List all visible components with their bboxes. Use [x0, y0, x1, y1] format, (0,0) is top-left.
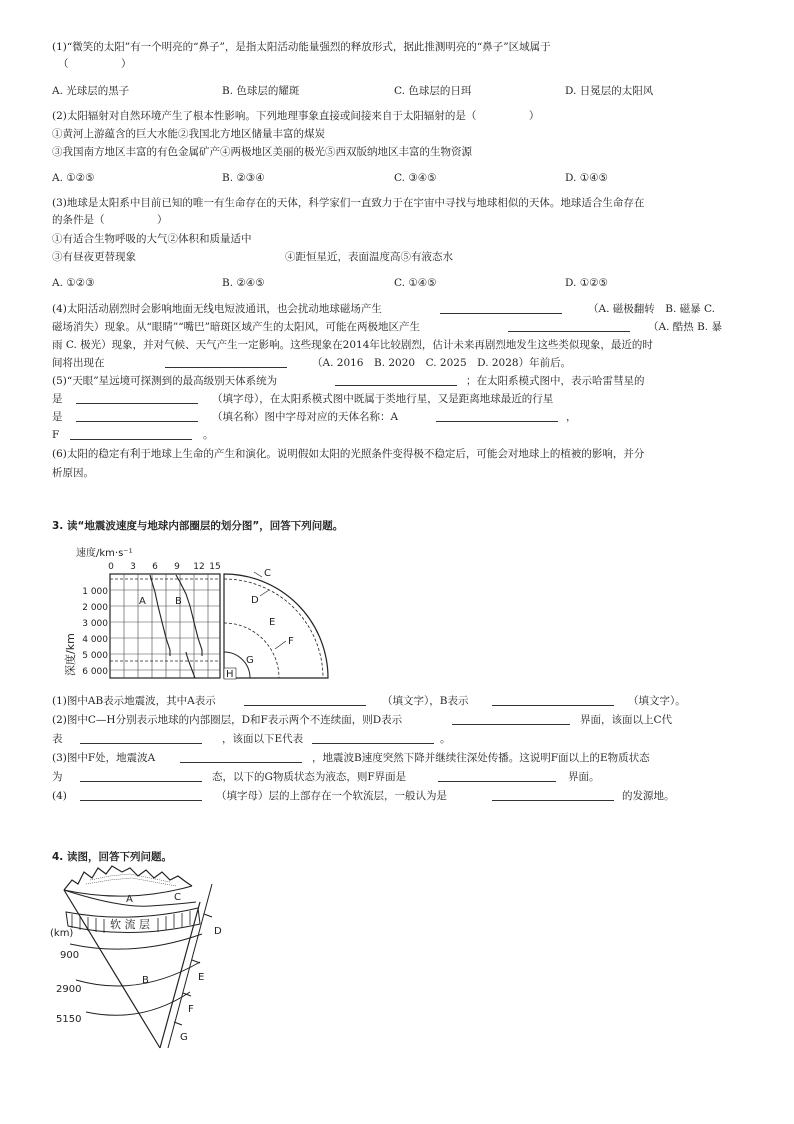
q2-1-stem-line1: (1)“微笑的太阳”有一个明亮的“鼻子”，是指太阳活动能量强烈的释放形式，据此推测明亮的“鼻子”区域属于: [52, 41, 551, 53]
q2-3-line2a: ③有昼夜更替现象: [52, 251, 136, 263]
depth-tick: 4 000: [82, 635, 108, 645]
q2-6-line2: 析原因。: [52, 467, 94, 479]
q2-3-stem-line2: 的条件是（ ）: [52, 214, 168, 226]
q2-1-option-d: D. 日冕层的太阳风: [565, 85, 654, 97]
q4-title: 4. 读图，回答下列问题。: [52, 851, 172, 863]
label-a: A: [126, 894, 133, 905]
q2-4-line4-b: （A. 2016 B. 2020 C. 2025 D. 2028）年前后。: [312, 357, 572, 369]
q2-5-line3-c: ，: [566, 411, 577, 423]
q2-4-line1-a: (4)太阳活动剧烈时会影响地面无线电短波通讯，也会扰动地球磁场产生: [52, 303, 382, 315]
answer-blank[interactable]: [76, 392, 198, 404]
depth-5150: 5150: [56, 1014, 82, 1025]
label-d: D: [214, 926, 222, 937]
q3-1-b: （填文字），B表示: [382, 695, 469, 707]
q2-6-line1: (6)太阳的稳定有利于地球上生命的产生和演化。说明假如太阳的光照条件变得极不稳定后，可能会对地球上的植被的影响，并分: [52, 448, 645, 460]
q2-3-stem-line1: (3)地球是太阳系中目前已知的唯一有生命存在的天体，科学家们一直致力于在宇宙中寻找与地球相似的天体。地球适合生命存在: [52, 197, 645, 209]
depth-tick: 6 000: [82, 667, 108, 677]
label-g: G: [246, 655, 254, 666]
speed-tick: 3: [130, 562, 136, 572]
answer-blank[interactable]: [80, 732, 202, 744]
depth-2900: 2900: [56, 984, 82, 995]
q3-2-a: (2)图中C—H分别表示地球的内部圈层，D和F表示两个不连续面，则D表示: [52, 714, 403, 726]
q3-3-d: 态，以下的G物质状态为液态，则F界面是: [212, 771, 407, 783]
q3-4-b: （填字母）层的上部存在一个软流层，一般认为是: [216, 790, 447, 802]
q3-3-c: 为: [52, 771, 63, 783]
q2-3-line2b: ④距恒星近，表面温度高⑤有液态水: [285, 251, 453, 263]
q3-4-a: (4): [52, 790, 67, 802]
q2-5-line2-b: （填字母），在太阳系模式图中既属于类地行星，又是距离地球最近的行星: [212, 393, 554, 405]
wave-curve: [186, 652, 195, 678]
label-c: C: [174, 892, 181, 903]
q3-1-a: (1)图中AB表示地震波，其中A表示: [52, 695, 216, 707]
answer-blank[interactable]: [492, 789, 614, 801]
label-f: F: [288, 636, 294, 647]
q3-1-c: （填文字）。: [628, 695, 686, 707]
speed-tick: 6: [152, 562, 158, 572]
q3-4-c: 的发源地。: [622, 790, 675, 802]
answer-blank[interactable]: [440, 302, 562, 314]
q2-4-line4-a: 间将出现在: [52, 357, 105, 369]
label-b: B: [142, 975, 149, 986]
answer-blank[interactable]: [492, 694, 614, 706]
q2-5-line1-b: ；在太阳系模式图中，表示哈雷彗星的: [466, 375, 645, 387]
q2-3-option-c: C. ①④⑤: [394, 277, 437, 289]
q3-title: 3. 读“地震波速度与地球内部圈层的划分图”，回答下列问题。: [52, 520, 344, 532]
depth-900: 900: [60, 950, 80, 961]
q2-1-option-c: C. 色球层的日珥: [394, 85, 472, 97]
wave-curve: [150, 575, 170, 656]
answer-blank[interactable]: [70, 428, 192, 440]
q2-2-option-a: A. ①②⑤: [52, 172, 95, 184]
depth-tick: 3 000: [82, 619, 108, 629]
depth-axis-label: 深度/km: [64, 633, 77, 676]
q2-3-line1: ①有适合生物呼吸的大气②体积和质量适中: [52, 233, 252, 245]
speed-tick: 15: [209, 562, 221, 572]
q3-2-c: 表: [52, 733, 63, 745]
q2-4-line1-b: （A. 磁极翻转 B. 磁暴 C.: [588, 303, 715, 315]
q3-2-e: 。: [440, 733, 451, 745]
answer-blank[interactable]: [244, 694, 366, 706]
q3-2-b: 界面，该面以上C代: [580, 714, 673, 726]
q2-1-option-b: B. 色球层的耀斑: [222, 85, 300, 97]
q2-3-option-d: D. ①②⑤: [565, 277, 608, 289]
q2-5-line4-b: 。: [203, 429, 214, 441]
q2-4-line2-b: （A. 酷热 B. 暴: [648, 321, 722, 333]
answer-blank[interactable]: [438, 770, 556, 782]
label-d: D: [251, 595, 259, 606]
answer-blank[interactable]: [312, 732, 434, 744]
label-f: F: [188, 1004, 194, 1015]
answer-blank[interactable]: [180, 751, 302, 763]
q2-5-line3-b: （填名称）图中字母对应的天体名称：A: [212, 411, 399, 423]
q2-5-line1-a: (5)“天眼”星远境可探测到的最高级别天体系统为: [52, 375, 278, 387]
speed-tick: 0: [108, 562, 114, 572]
label-b: B: [175, 596, 182, 607]
answer-blank[interactable]: [508, 320, 630, 332]
depth-tick: 2 000: [82, 603, 108, 613]
answer-blank[interactable]: [76, 410, 198, 422]
depth-tick: 1 000: [82, 587, 108, 597]
q2-5-line4-a: F: [52, 429, 60, 441]
q2-1-option-a: A. 光球层的黑子: [52, 85, 130, 97]
speed-tick: 12: [193, 562, 205, 572]
earth-interior-figure: [50, 862, 250, 1062]
speed-tick: 9: [174, 562, 180, 572]
depth-tick: 5 000: [82, 651, 108, 661]
seismic-wave-figure: [62, 544, 332, 686]
q2-3-option-a: A. ①②③: [52, 277, 95, 289]
q2-2-option-c: C. ③④⑤: [394, 172, 437, 184]
speed-axis-label: 速度/km·s⁻¹: [76, 548, 133, 559]
q2-5-line3-a: 是: [52, 411, 63, 423]
label-g: G: [180, 1032, 188, 1043]
q2-2-option-d: D. ①④⑤: [565, 172, 608, 184]
q2-2-option-b: B. ②③④: [222, 172, 265, 184]
earth-quadrant: [224, 574, 328, 678]
label-e: E: [269, 617, 276, 628]
answer-blank[interactable]: [80, 770, 202, 782]
q3-3-e: 界面。: [568, 771, 600, 783]
q2-1-stem-line2: （ ）: [58, 58, 132, 70]
label-a: A: [139, 596, 146, 607]
q2-5-line2-a: 是: [52, 393, 63, 405]
depth-unit: (km): [50, 928, 74, 939]
q2-2-line1: ①黄河上游蕴含的巨大水能②我国北方地区储量丰富的煤炭: [52, 128, 325, 140]
answer-blank[interactable]: [452, 713, 570, 725]
label-h: H: [226, 669, 234, 680]
answer-blank[interactable]: [436, 410, 558, 422]
answer-blank[interactable]: [165, 356, 287, 368]
q2-4-line2-a: 磁场消失）现象。从“眼睛”“嘴巴”暗斑区域产生的太阳风，可能在两极地区产生: [52, 321, 420, 333]
q2-2-line2: ③我国南方地区丰富的有色金属矿产④两极地区美丽的极光⑤西双版纳地区丰富的生物资源: [52, 146, 472, 158]
crust-surface: [64, 866, 192, 890]
answer-blank[interactable]: [80, 789, 202, 801]
q3-2-d: ，该面以下E代表: [222, 733, 304, 745]
q2-3-option-b: B. ②④⑤: [222, 277, 265, 289]
label-c: C: [264, 568, 271, 579]
q2-2-stem: (2)太阳辐射对自然环境产生了根本性影响。下列地理事象直接或间接来自于太阳辐射的是（ ）: [52, 110, 540, 122]
q3-3-b: ，地震波B速度突然下降并继续往深处传播。这说明F面以上的E物质状态: [312, 752, 650, 764]
answer-blank[interactable]: [335, 374, 457, 386]
asthenosphere-label: 软 流 层: [110, 918, 150, 931]
label-e: E: [198, 972, 205, 983]
q2-4-line3: 雨 C. 极光）现象，并对气候、天气产生一定影响。这些现象在2014年比较剧烈，估计未来再剧烈地发生这些类似现象，最近的时: [52, 339, 653, 351]
q3-3-a: (3)图中F处，地震波A: [52, 752, 156, 764]
